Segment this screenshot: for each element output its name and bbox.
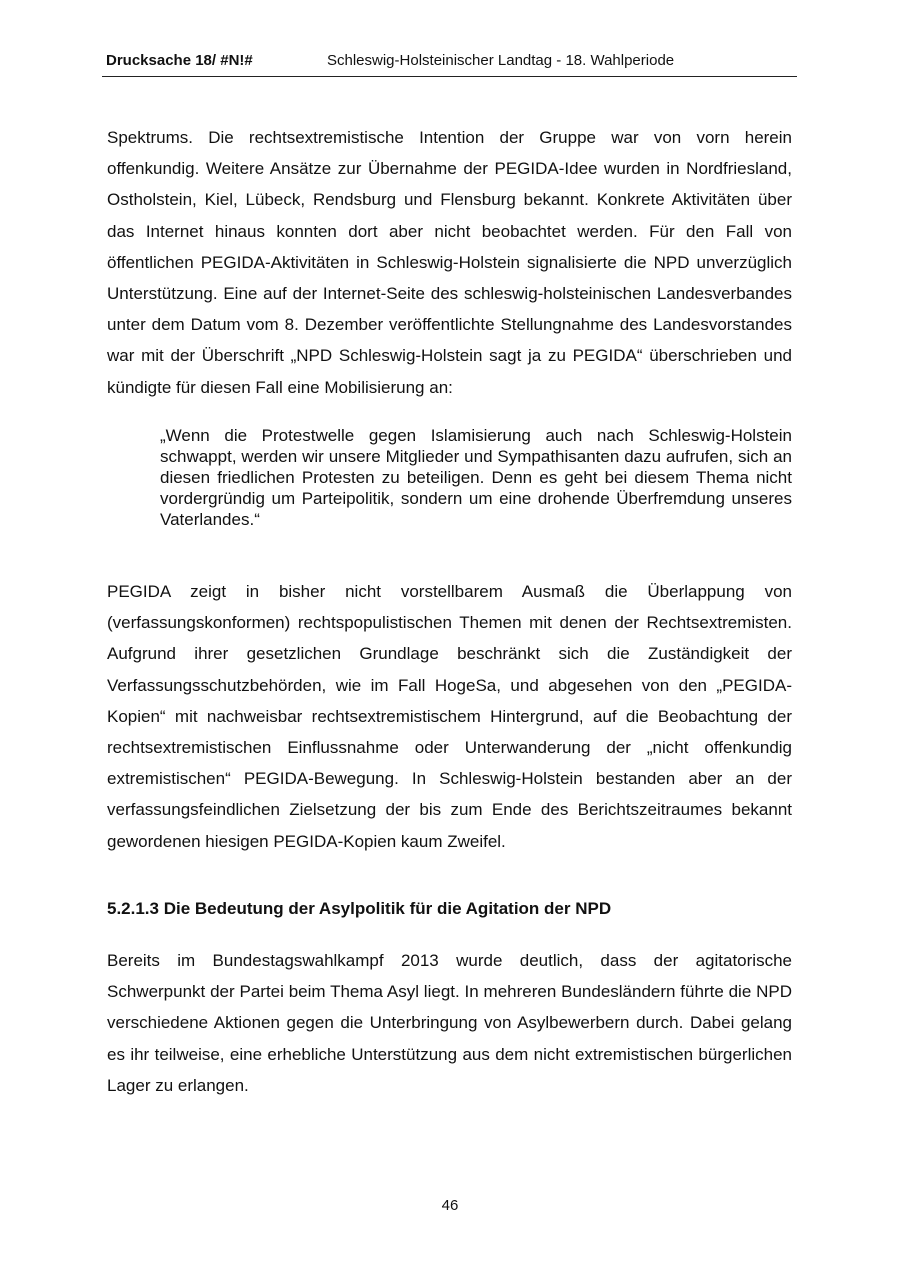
- paragraph-asylum-policy: Bereits im Bundestagswahlkampf 2013 wurde deutlich, dass der agitatorische Schwerpunkt der Partei beim Thema Asyl liegt. In mehreren Bundesländern führte die NPD verschiedene Aktionen gegen die Unterbringung von Asylbewerbern durch. Dabei gelang es ihr teilweise, eine erhebliche Unterstützung aus dem nicht extremistischen bürgerlichen Lager zu erlangen.: [107, 951, 792, 1095]
- page-header: [102, 50, 797, 77]
- document-number: Drucksache 18/ #N!#: [106, 52, 253, 69]
- paragraph-pegida-spectrum: Spektrums. Die rechtsextremistische Intention der Gruppe war von vorn herein offenkundig. Weitere Ansätze zur Übernahme der PEGIDA-Idee wurden in Nordfriesland, Ostholstein, Kiel, Lübeck, Rendsburg und Flensburg bekannt. Konkrete Aktivitäten über das Internet hinaus konnten dort aber nicht beobachtet werden. Für den Fall von öffentlichen PEGIDA-Aktivitäten in Schleswig-Holstein signalisierte die NPD unverzüglich Unterstützung. Eine auf der Internet-Seite des schleswig-holsteinischen Landesverbandes unter dem Datum vom 8. Dezember veröffentlichte Stellungnahme des Landesvorstandes war mit der Überschrift „NPD Schleswig-Holstein sagt ja zu PEGIDA“ überschrieben und kündigte für diesen Fall eine Mobilisierung an:: [107, 128, 792, 397]
- parliament-title: Schleswig-Holsteinischer Landtag - 18. Wahlperiode: [327, 52, 675, 69]
- page-number: 46: [441, 1197, 459, 1214]
- paragraph-pegida-overlap: PEGIDA zeigt in bisher nicht vorstellbarem Ausmaß die Überlappung von (verfassungskonformen) rechtspopulistischen Themen mit denen der Rechtsextremisten. Aufgrund ihrer gesetzlichen Grundlage beschränkt sich die Zuständigkeit der Verfassungsschutzbehörden, wie im Fall HogeSa, und abgesehen von den „PEGIDA-Kopien“ mit nachweisbar rechtsextremistischem Hintergrund, auf die Beobachtung der rechtsextremistischen Einflussnahme oder Unterwanderung der „nicht offenkundig extremistischen“ PEGIDA-Bewegung. In Schleswig-Holstein bestanden aber an der verfassungsfeindlichen Zielsetzung der bis zum Ende des Berichtszeitraumes bekannt gewordenen hiesigen PEGIDA-Kopien kaum Zweifel.: [107, 582, 792, 851]
- section-heading: 5.2.1.3 Die Bedeutung der Asylpolitik für die Agitation der NPD: [107, 899, 612, 918]
- block-quote-npd-statement: „Wenn die Protestwelle gegen Islamisierung auch nach Schleswig-Holstein schwappt, werden wir unsere Mitglieder und Sympathisanten dazu aufrufen, sich an diesen friedlichen Protesten zu beteiligen. Denn es geht bei diesem Thema nicht vordergründig um Parteipolitik, sondern um eine drohende Überfremdung unseres Vaterlandes.“: [160, 426, 792, 529]
